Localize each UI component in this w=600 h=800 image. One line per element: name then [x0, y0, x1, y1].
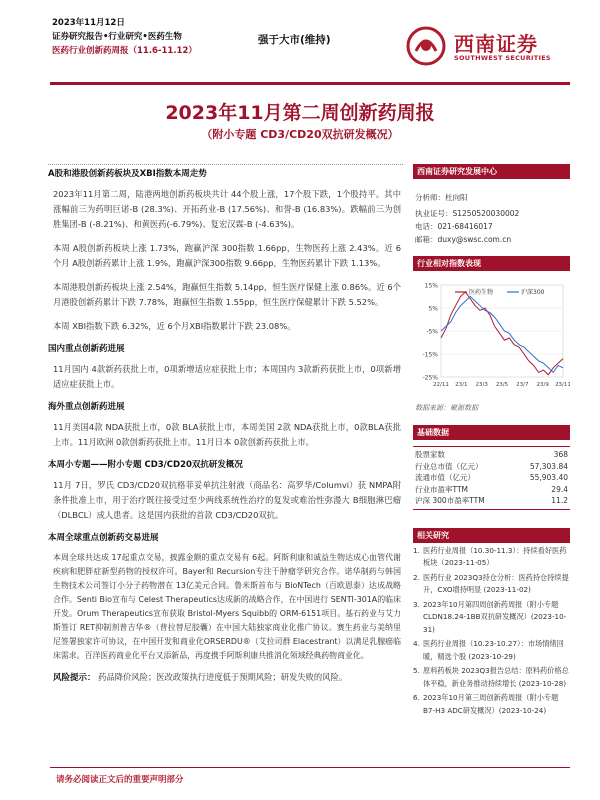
- x-tick-label: 23/9: [536, 382, 549, 388]
- analyst-phone: 电话：021-68416017: [415, 222, 493, 231]
- related-number: 3.: [413, 599, 420, 609]
- related-link[interactable]: 2023年10月第四周创新药周报（附小专题 CLDN18.24-1BB双抗研发概况）(2023-10-31): [423, 599, 567, 634]
- section-heading: 国内重点创新药进展: [48, 344, 125, 354]
- y-tick-label: -25%: [422, 374, 438, 382]
- row-label: 行业总市值（亿元）: [415, 461, 483, 471]
- row-value: 57,303.84: [529, 461, 568, 471]
- rating: 强于大市(维持): [258, 34, 331, 46]
- series-line-1: [441, 292, 563, 375]
- index-chart-svg: [413, 277, 570, 395]
- row-label: 沪深 300市盈率TTM: [415, 496, 485, 505]
- risk-text: 药品降价风险；医改政策执行进度低于预期风险；研发失败的风险。: [98, 672, 348, 682]
- row-value: 55,903.40: [529, 473, 568, 482]
- paragraph: 11月美国4款 NDA获批上市，0款 BLA获批上市，本周美国 2款 NDA获批上市，0款BLA获批上市。11月欧洲 0款创新药获批上市。11月日本 0款创新药获批上市。: [53, 422, 401, 447]
- row-value: 29.4: [551, 484, 568, 494]
- row-value: 11.2: [551, 496, 568, 505]
- related-link[interactable]: 医药行业 2023Q3持仓分析：医药持仓持续提升，CXO增持明显 (2023-11-02): [423, 572, 569, 594]
- basic-data-heading: 基础数据: [413, 425, 570, 440]
- analyst-license: 执业证号：S1250520030002: [415, 209, 520, 218]
- related-heading: 相关研究: [413, 528, 570, 543]
- row-label: 流通市值（亿元）: [415, 473, 475, 482]
- legend-label: 沪深300: [521, 289, 545, 296]
- paragraph: 本周全球共达成 17起重点交易，披露金额的重点交易有 6起。阿斯利康和诚益生物达成心血管代谢疾病和肥胖症新型药物的授权许可。Bayer和 Recursion专注于肿瘤学研究合作。诺华制药与韩国生物技术公司签订小分子药物潜在 13亿美元合同。鲁米斯首布与 BioNTech（百欧恩泰）达成战略合作。Senti Bio宣布与 Celest Therapeutics达成新的战略合作，在中国进行 SENTI-301A的临床开发。Orum Therapeutics宣布获取 Bristol-Myers Squibb的 ORM-6151项目。基石药业与艾力斯签订 RET抑制剂普吉华®（普拉替尼胶囊）在中国大陆独家商业化推广协议。赛生药业与美纳里尼签署独家许可协议，在中国开发和商业化ORSERDU®（艾拉司群 Elacestrant）以满足乳腺癌临床需求。百洋医药商业化平台又添新品，再度携手阿斯利康共推消化领域经典药物商业化。: [53, 553, 401, 660]
- x-tick-label: 23/3: [475, 382, 488, 388]
- header-divider: [50, 82, 570, 85]
- table-row: [413, 495, 570, 510]
- report-date: 2023年11月12日: [52, 18, 125, 28]
- x-tick-label: 23/1: [455, 382, 468, 388]
- footer-disclaimer: 请务必阅读正文后的重要声明部分: [56, 775, 184, 785]
- related-item[interactable]: [413, 545, 570, 570]
- index-chart: [413, 277, 570, 395]
- y-tick-label: -5%: [426, 328, 438, 336]
- company-logo: [406, 22, 566, 74]
- section-heading: 海外重点创新药进展: [48, 402, 125, 412]
- row-label: 股票家数: [415, 450, 445, 459]
- report-meta: [52, 16, 197, 58]
- y-tick-label: -15%: [422, 351, 438, 359]
- related-item[interactable]: [413, 638, 570, 663]
- related-link[interactable]: 医药行业周报（10.23-10.27）：市场情绪回暖，精选个股 (2023-10-29): [423, 639, 564, 661]
- paragraph: 本周 XBI指数下跌 6.32%，近 6个月XBI指数累计下跌 23.08%。: [53, 321, 296, 331]
- row-label: 行业市盈率TTM: [415, 484, 469, 494]
- footer-divider: [50, 767, 570, 768]
- related-item[interactable]: [413, 665, 570, 690]
- related-number: 2.: [413, 572, 420, 582]
- legend-label: 医药生物: [469, 289, 494, 296]
- related-number: 1.: [413, 545, 420, 555]
- paragraph: 本周港股创新药板块上涨 2.54%，跑赢恒生指数 5.14pp，恒生医疗保健上涨 0.86%。近 6个月港股创新药累计下跌 7.78%，跑赢恒生指数 1.55pp，恒生医疗保健累计下跌 5.52%。: [53, 282, 401, 307]
- table-row: [413, 461, 570, 473]
- x-tick-label: 22/11: [433, 382, 449, 388]
- section-heading: 本周全球重点创新药交易进展: [48, 533, 159, 543]
- analyst-email: 邮箱：duxy@swsc.com.cn: [415, 235, 512, 244]
- chart-heading: 行业相对指数表现: [413, 256, 570, 271]
- related-item[interactable]: [413, 692, 570, 717]
- related-link[interactable]: 原料药板块 2023Q3报告总结：原料药价格总体平稳，新业务推动持续增长 (2023-10-28): [423, 666, 569, 688]
- related-number: 6.: [413, 693, 420, 702]
- paragraph: 11月 7日，罗氏 CD3/CD20双抗格菲妥单抗注射液（商品名：高罗华/Columvi）获 NMPA附条件批准上市，用于治疗既往接受过至少两线系统性治疗的复发或难治性弥漫大 B细胞淋巴瘤（DLBCL）成人患者。这是国内获批的首款 CD3/CD20双抗。: [53, 480, 401, 520]
- related-link[interactable]: 医药行业周报（10.30-11.3）：持续看好医药板块（2023-11-05）: [423, 545, 567, 567]
- section-heading: 本周小专题——附小专题 CD3/CD20双抗研发概况: [48, 460, 243, 470]
- report-type: 证券研究报告•行业研究•医药生物: [52, 32, 182, 42]
- analyst-heading: 西南证券研究发展中心: [413, 164, 570, 179]
- report-series: 医药行业创新药周报（11.6-11.12）: [52, 46, 197, 56]
- chart-source: 数据来源：聚源数据: [415, 404, 478, 412]
- related-item[interactable]: [413, 599, 570, 637]
- analyst-name: 分析师：杜向阳: [415, 193, 468, 202]
- report-title: 2023年11月第二周创新药周报: [165, 102, 435, 124]
- table-row: [413, 484, 570, 496]
- paragraph: 本周 A股创新药板块上涨 1.73%，跑赢沪深 300指数 1.66pp，生物医药上涨 2.43%。近 6个月 A股创新药累计上涨 1.9%，跑赢沪深300指数 9.66pp，生物医药累计下跌 1.13%。: [53, 243, 401, 268]
- logo-text-cn: 西南证券: [454, 32, 538, 56]
- row-value: 368: [553, 450, 568, 459]
- main-content: [48, 164, 401, 694]
- table-row: [413, 472, 570, 484]
- paragraph: 2023年11月第二周，陆港两地创新药板块共计 44个股上涨，17个股下跌，1个股持平。其中涨幅前三为药明巨诺-B (28.3%)、开拓药业-B (17.56%)、和誉-B (16.83%)。跌幅前三为创胜集团-B (-8.21%)、和黄医药(-6.79%)、复宏汉霖-B (-4.63%)。: [53, 189, 401, 229]
- related-number: 5.: [413, 666, 420, 675]
- report-subtitle: （附小专题 CD3/CD20双抗研发概况）: [201, 128, 399, 141]
- sidebar: [413, 164, 570, 717]
- related-link[interactable]: 2023年10月第三周创新药周报（附小专题 B7-H3 ADC研发概况）(2023-10-24): [423, 693, 559, 715]
- analyst-info: [413, 179, 570, 256]
- table-row: [413, 446, 570, 461]
- y-tick-label: 5%: [428, 305, 438, 313]
- related-number: 4.: [413, 639, 420, 648]
- section-heading: A股和港股创新药板块及XBI指数本周走势: [48, 169, 207, 179]
- basic-data-table: [413, 446, 570, 510]
- x-tick-label: 23/7: [516, 382, 529, 388]
- section-divider: [48, 164, 403, 165]
- y-tick-label: 15%: [424, 282, 438, 290]
- related-item[interactable]: [413, 572, 570, 597]
- related-research: [413, 528, 570, 718]
- risk-heading: 风险提示：: [53, 673, 96, 683]
- x-tick-label: 23/11: [555, 382, 570, 388]
- x-tick-label: 23/5: [495, 382, 509, 388]
- logo-text-en: SOUTHWEST SECURITIES: [454, 54, 551, 62]
- paragraph: 11月国内 4款新药获批上市，0项新增适应症获批上市；本周国内 3款新药获批上市，0项新增适应症获批上市。: [53, 364, 401, 389]
- logo-mark-icon: [406, 26, 446, 66]
